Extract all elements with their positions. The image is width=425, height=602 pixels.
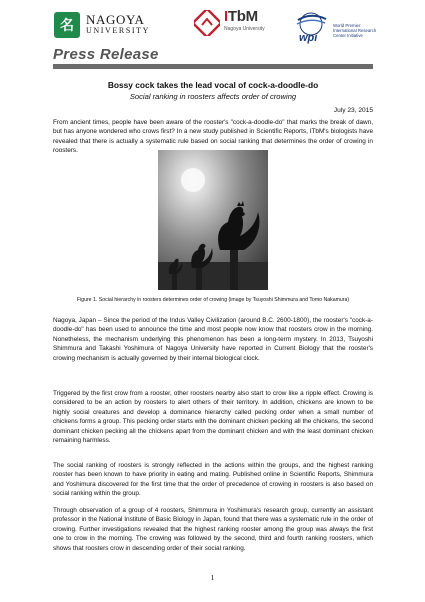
nagoya-logo-line2: UNIVERSITY <box>86 26 150 35</box>
paragraph-4: Through observation of a group of 4 roosters, Shimmura in Yoshimura's research group, currently an assistant professor in the National Institute of Basic Biology in Japan, found that there was a systematic rule in the order of crowing. Further investigations revealed that the highest ranking rooster among the group was always the first one to crow in the morning. The crowing was followed by the second, third and fourth ranking roosters, which shows that roosters crow in descending order of their social ranking. <box>53 507 373 552</box>
headline: Bossy cock takes the lead vocal of cock-a-doodle-do <box>107 80 319 90</box>
paragraph-3: The social ranking of roosters is strongly reflected in the actions within the groups, and the highest ranking rooster has been known to have priority in eating and mating. Published online in Scientific Reports, Shimmura and Yoshimura discovered for the first time that the order of precedence of crowing in roosters is also based on social ranking within the group. <box>53 462 373 498</box>
wpi-logo-text: World Premier International Research Center Initiative <box>333 23 377 38</box>
wpi-logo <box>292 10 377 44</box>
wpi-mark-text: wpi <box>299 32 318 44</box>
figure-caption: Figure 1. Social hierarchy in roosters determines order of crowing (image by Tsuyoshi Shimmura and Tomo Nakamura) <box>76 297 350 303</box>
nagoya-university-logo <box>54 12 150 38</box>
press-release-banner <box>53 46 373 69</box>
subheadline: Social ranking in roosters affects order of crowing <box>129 92 297 101</box>
page-number: 1 <box>210 573 215 582</box>
release-date: July 23, 2015 <box>333 107 373 114</box>
paragraph-1: Nagoya, Japan – Since the period of the Indus Valley Civilization (around B.C. 2600-1800), the rooster's "cock-a-doodle-do" has been used to announce the time and most people now know that roosters crow in the morning. Nonetheless, the mechanism underlying this phenomenon has been a long-term mystery. In 2013, Tsuyoshi Shimmura and Takashi Yoshimura of Nagoya University have reported in Current Biology that the rooster's crowing mechanism is actually governed by their internal biological clock. <box>53 317 373 362</box>
intro-paragraph: From ancient times, people have been aware of the rooster's "cock-a-doodle-do" that marks the break of dawn, but has anyone wondered who crows first? In a new study published in Scientific Reports, ITbM's biologists have revealed that there is actually a systematic rule based on social ranking that determines the order of crowing in roosters. <box>53 119 373 155</box>
rooster-figure-image <box>158 150 268 290</box>
wpi-emblem-icon <box>292 10 330 44</box>
logo-row <box>0 10 425 46</box>
itbm-logo-sub: Nagoya University <box>224 26 265 32</box>
paragraph-2: Triggered by the first crow from a rooster, other roosters nearby also start to crow like a ripple effect. Crowing is considered to be an action by roosters to alert others of their territory. In addition, chickens are known to be highly social creatures and develop a dominance hierarchy called pecking order when a small number of chickens forms a group. This pecking order starts with the dominant chicken pecking all the chickens, the second dominant chicken pecking all the chickens apart from the dominant chicken and with the least dominant chicken remaining harmless. <box>53 390 373 445</box>
nagoya-emblem-icon: 名 <box>54 12 80 38</box>
itbm-logo-main: ITbM <box>224 8 258 25</box>
banner-rule <box>53 64 373 69</box>
nagoya-logo-line1: NAGOYA <box>86 12 145 27</box>
press-release-label: Press Release <box>53 46 159 63</box>
itbm-emblem-icon <box>194 10 220 36</box>
itbm-logo <box>194 10 265 36</box>
